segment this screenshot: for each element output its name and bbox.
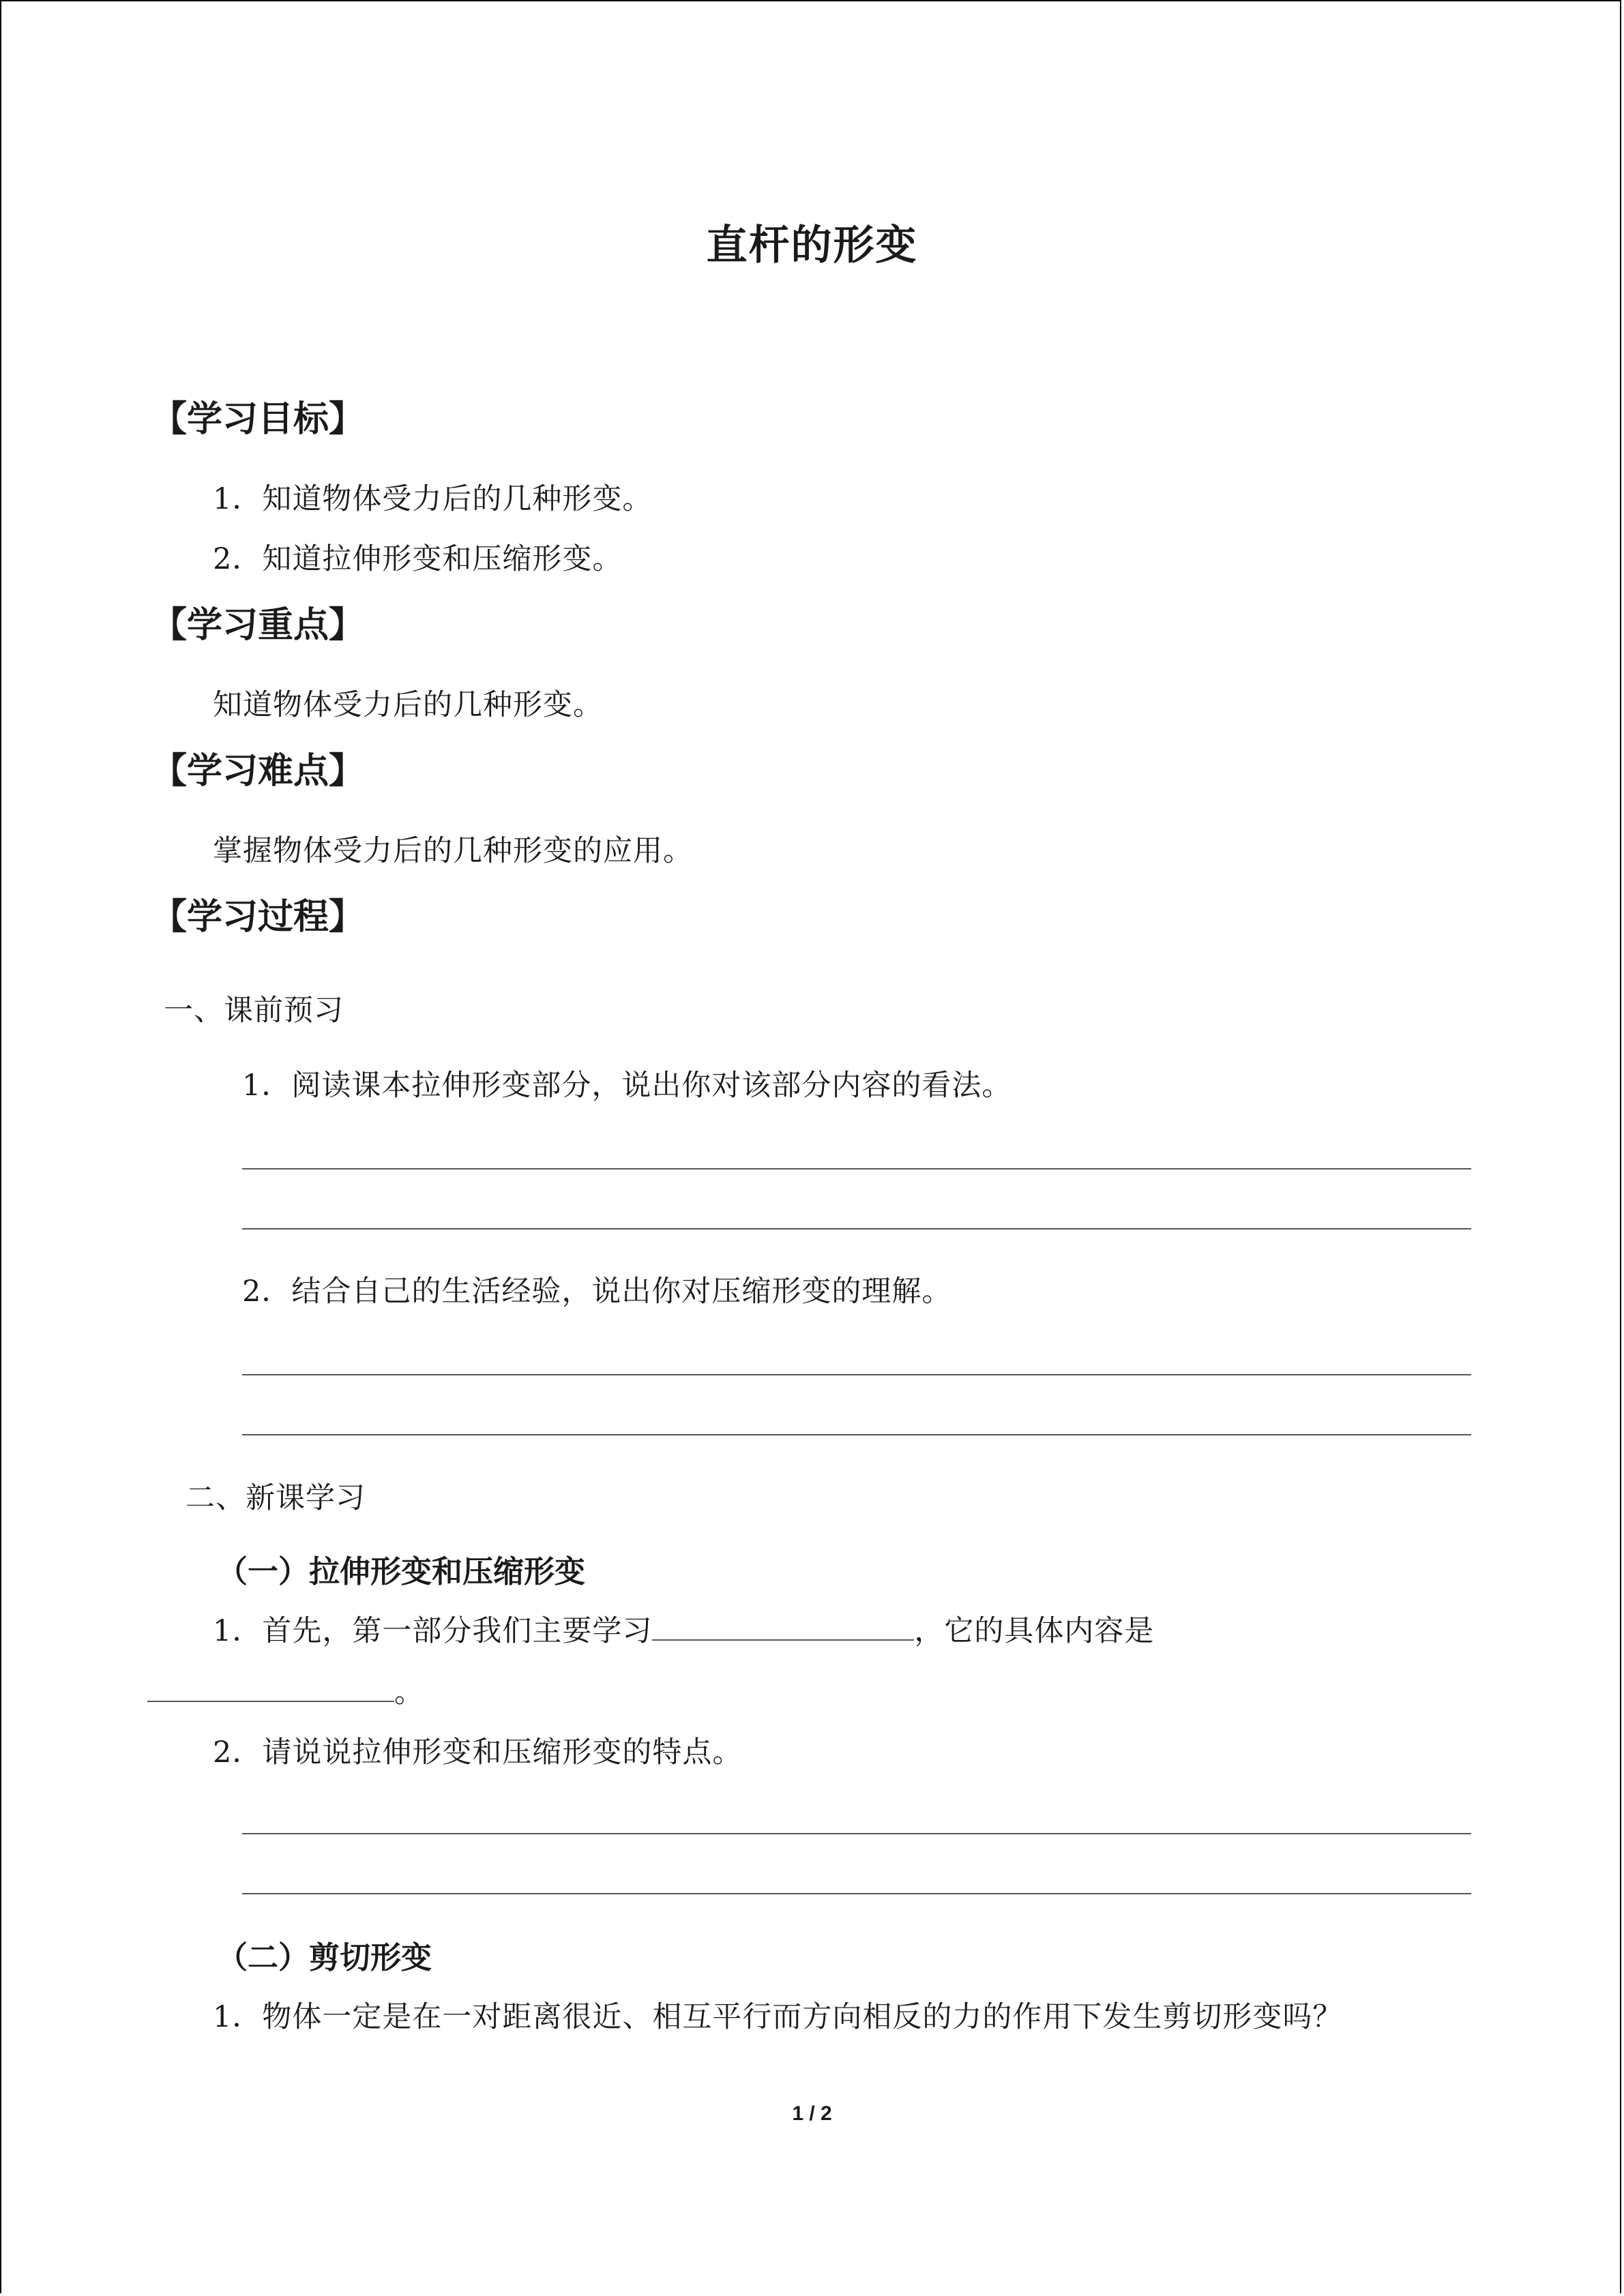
part1-question-1: 1．阅读课本拉伸形变部分，说出你对该部分内容的看法。: [242, 1069, 1012, 1103]
answer-line[interactable]: [242, 1434, 1471, 1435]
sub2-heading: （二）剪切形变: [217, 1939, 432, 1976]
key-points-text: 知道物体受力后的几种形变。: [213, 688, 603, 722]
part2-label: 二、新课学习: [186, 1481, 366, 1515]
part1-label: 一、课前预习: [164, 994, 344, 1028]
answer-line[interactable]: [242, 1833, 1471, 1834]
process-heading: 【学习过程】: [151, 897, 365, 938]
answer-line[interactable]: [242, 1168, 1471, 1169]
sub1-question-2: 2．请说说拉伸形变和压缩形变的特点。: [213, 1735, 743, 1770]
fill-blank[interactable]: [147, 1673, 394, 1702]
page-title: 直杆的形变: [706, 222, 918, 269]
answer-line[interactable]: [242, 1228, 1471, 1229]
objective-item-2: 2．知道拉伸形变和压缩形变。: [213, 542, 623, 576]
difficulties-heading: 【学习难点】: [151, 751, 365, 792]
difficulties-text: 掌握物体受力后的几种形变的应用。: [213, 834, 693, 868]
objective-item-1: 1．知道物体受力后的几种形变。: [213, 482, 653, 516]
answer-line[interactable]: [242, 1374, 1471, 1375]
sub1-question-1-start: 1．首先，第一部分我们主要学习: [213, 1614, 653, 1648]
objectives-heading: 【学习目标】: [151, 399, 365, 440]
sub1-question-1-end: 。: [394, 1675, 424, 1710]
answer-line[interactable]: [242, 1893, 1471, 1894]
part1-question-2: 2．结合自己的生活经验，说出你对压缩形变的理解。: [242, 1274, 952, 1309]
key-points-heading: 【学习重点】: [151, 605, 365, 646]
sub1-question-1-middle: ，它的具体内容是: [914, 1614, 1155, 1648]
sub1-question-1: [213, 1608, 1154, 1650]
sub1-heading: （一）拉伸形变和压缩形变: [217, 1553, 586, 1590]
sub2-question-1: 1．物体一定是在一对距离很近、相互平行而方向相反的力的作用下发生剪切形变吗？: [213, 2000, 1343, 2034]
sub1-question-1-continuation: [147, 1669, 424, 1711]
fill-blank[interactable]: [652, 1612, 914, 1641]
page-number: 1 / 2: [792, 2102, 832, 2125]
